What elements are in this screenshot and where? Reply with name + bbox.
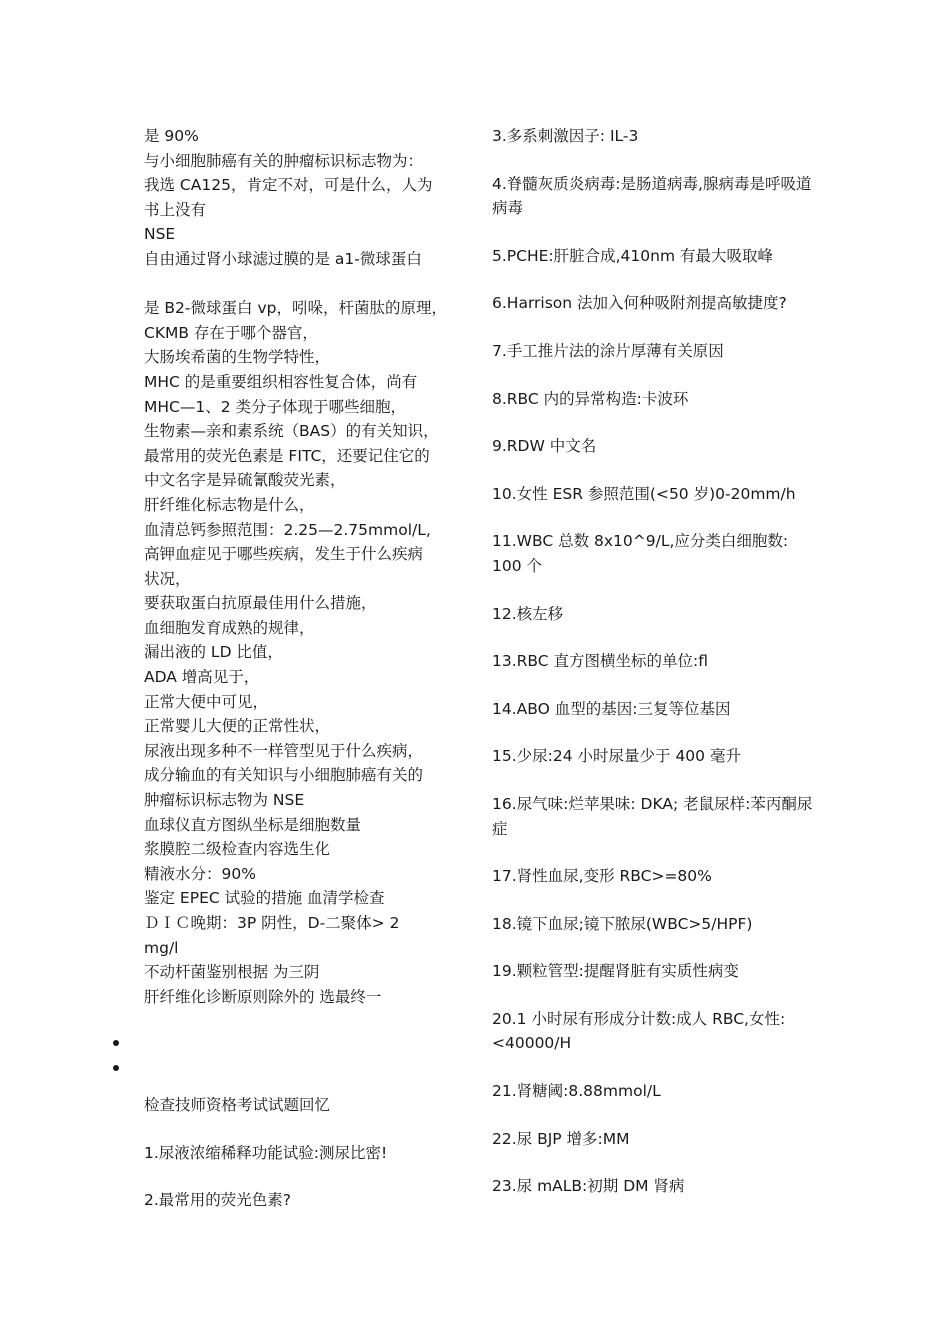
text-line [144, 272, 474, 297]
question-2: 2.最常用的荧光色素? [144, 1191, 292, 1210]
question-item: 8.RBC 内的异常构造:卡波环 [492, 389, 689, 408]
text-line: 正常婴儿大便的正常性状， [144, 717, 331, 736]
question-item: 5.PCHE:肝脏合成,410nm 有最大吸取峰 [492, 246, 773, 265]
text-line: ＤＩＣ晚期：3P 阴性，D-二聚体> 2 [144, 914, 400, 932]
bullet-dot [113, 1065, 119, 1071]
text-line: 书上没有 [144, 200, 207, 219]
question-item: 23.尿 mALB:初期 DM 肾病 [492, 1177, 685, 1196]
text-line: 不动杆菌鉴别根据 为三阴 [144, 963, 320, 982]
text-line: 最常用的荧光色素是 FITC，还要记住它的 [144, 446, 430, 465]
bullet-list [113, 1040, 119, 1090]
text-line: 是 90% [144, 127, 199, 145]
question-item: 22.尿 BJP 增多:MM [492, 1129, 630, 1148]
text-line: 中文名字是异硫氰酸荧光素， [144, 471, 346, 490]
text-line: 鉴定 EPEC 试验的措施 血清学检查 [144, 889, 385, 908]
text-line: 尿液出现多种不一样管型见于什么疾病， [144, 741, 424, 760]
bullet-dot [113, 1040, 119, 1046]
question-item: 14.ABO 血型的基因:三复等位基因 [492, 699, 731, 718]
text-line: 生物素—亲和素系统（BAS）的有关知识， [144, 422, 439, 441]
right-column [492, 124, 822, 1222]
text-line: NSE [144, 225, 176, 244]
text-line: 高钾血症见于哪些疾病，发生于什么疾病 [144, 545, 424, 564]
question-item: 20.1 小时尿有形成分计数:成人 RBC,女性: <40000/H [492, 1009, 786, 1053]
text-line: MHC—1、2 类分子体现于哪些细胞， [144, 397, 407, 416]
question-item: 6.Harrison 法加入何种吸附剂提高敏捷度? [492, 294, 787, 313]
question-item: 10.女性 ESR 参照范围(<50 岁)0-20mm/h [492, 484, 796, 503]
text-line: mg/l [144, 938, 179, 957]
question-item: 11.WBC 总数 8x10^9/L,应分类白细胞数: 100 个 [492, 532, 789, 575]
text-line: 大肠埃希菌的生物学特性， [144, 348, 331, 367]
question-item: 9.RDW 中文名 [492, 437, 597, 456]
question-item: 19.颗粒管型:提醒肾脏有实质性病变 [492, 962, 739, 981]
question-item: 21.肾糖阈:8.88mmol/L [492, 1082, 661, 1101]
left-section [144, 1093, 474, 1236]
left-column [144, 124, 474, 1009]
text-line: 状况， [144, 569, 191, 588]
question-item: 16.尿气味:烂苹果味: DKA; 老鼠尿样:苯丙酮尿症 [492, 794, 813, 838]
text-line: ADA 增高见于， [144, 668, 260, 687]
text-line: MHC 的是重要组织相容性复合体，尚有 [144, 372, 418, 391]
text-line: 血清总钙参照范围：2.25—2.75mmol/L, [144, 520, 431, 539]
text-line: 是 B2-微球蛋白 vp，吲哚，杆菌肽的原理， [144, 299, 447, 318]
text-line: 肝纤维化诊断原则除外的 选最终一 [144, 987, 382, 1006]
text-line: 血细胞发育成熟的规律， [144, 618, 315, 637]
question-item: 15.少尿:24 小时尿量少于 400 毫升 [492, 747, 741, 766]
question-item: 13.RBC 直方图横坐标的单位:fl [492, 652, 709, 671]
text-line: 肝纤维化标志物是什么， [144, 495, 315, 514]
left-text-block [144, 124, 474, 1009]
question-item: 4.脊髓灰质炎病毒:是肠道病毒,腺病毒是呼吸道病毒 [492, 174, 812, 218]
text-line: 血球仪直方图纵坐标是细胞数量 [144, 815, 362, 834]
text-line: 正常大便中可见， [144, 692, 269, 711]
text-line: 要获取蛋白抗原最佳用什么措施， [144, 594, 377, 613]
text-line: 成分输血的有关知识与小细胞肺癌有关的 [144, 766, 424, 785]
text-line: CKMB 存在于哪个器官， [144, 323, 318, 342]
question-1: 1.尿液浓缩稀释功能试验:测尿比密! [144, 1143, 388, 1162]
text-line: 肿瘤标识标志物为 NSE [144, 791, 305, 810]
question-item: 12.核左移 [492, 604, 564, 623]
section-title: 检查技师资格考试试题回忆 [144, 1096, 331, 1114]
text-line: 浆膜腔二级检查内容选生化 [144, 840, 331, 859]
text-line: 自由通过肾小球滤过膜的是 a1-微球蛋白 [144, 249, 422, 268]
question-item: 7.手工推片法的涂片厚薄有关原因 [492, 341, 724, 360]
question-item: 17.肾性血尿,变形 RBC>=80% [492, 867, 712, 886]
question-item: 18.镜下血尿;镜下脓尿(WBC>5/HPF) [492, 914, 753, 933]
question-item: 3.多系刺激因子: IL-3 [492, 127, 639, 145]
text-line: 与小细胞肺癌有关的肿瘤标识标志物为： [144, 151, 424, 170]
text-line: 我选 CA125，肯定不对，可是什么，人为 [144, 176, 433, 195]
text-line: 漏出液的 LD 比值， [144, 643, 283, 662]
right-question-list [492, 124, 822, 1199]
text-line: 精液水分：90% [144, 864, 256, 883]
